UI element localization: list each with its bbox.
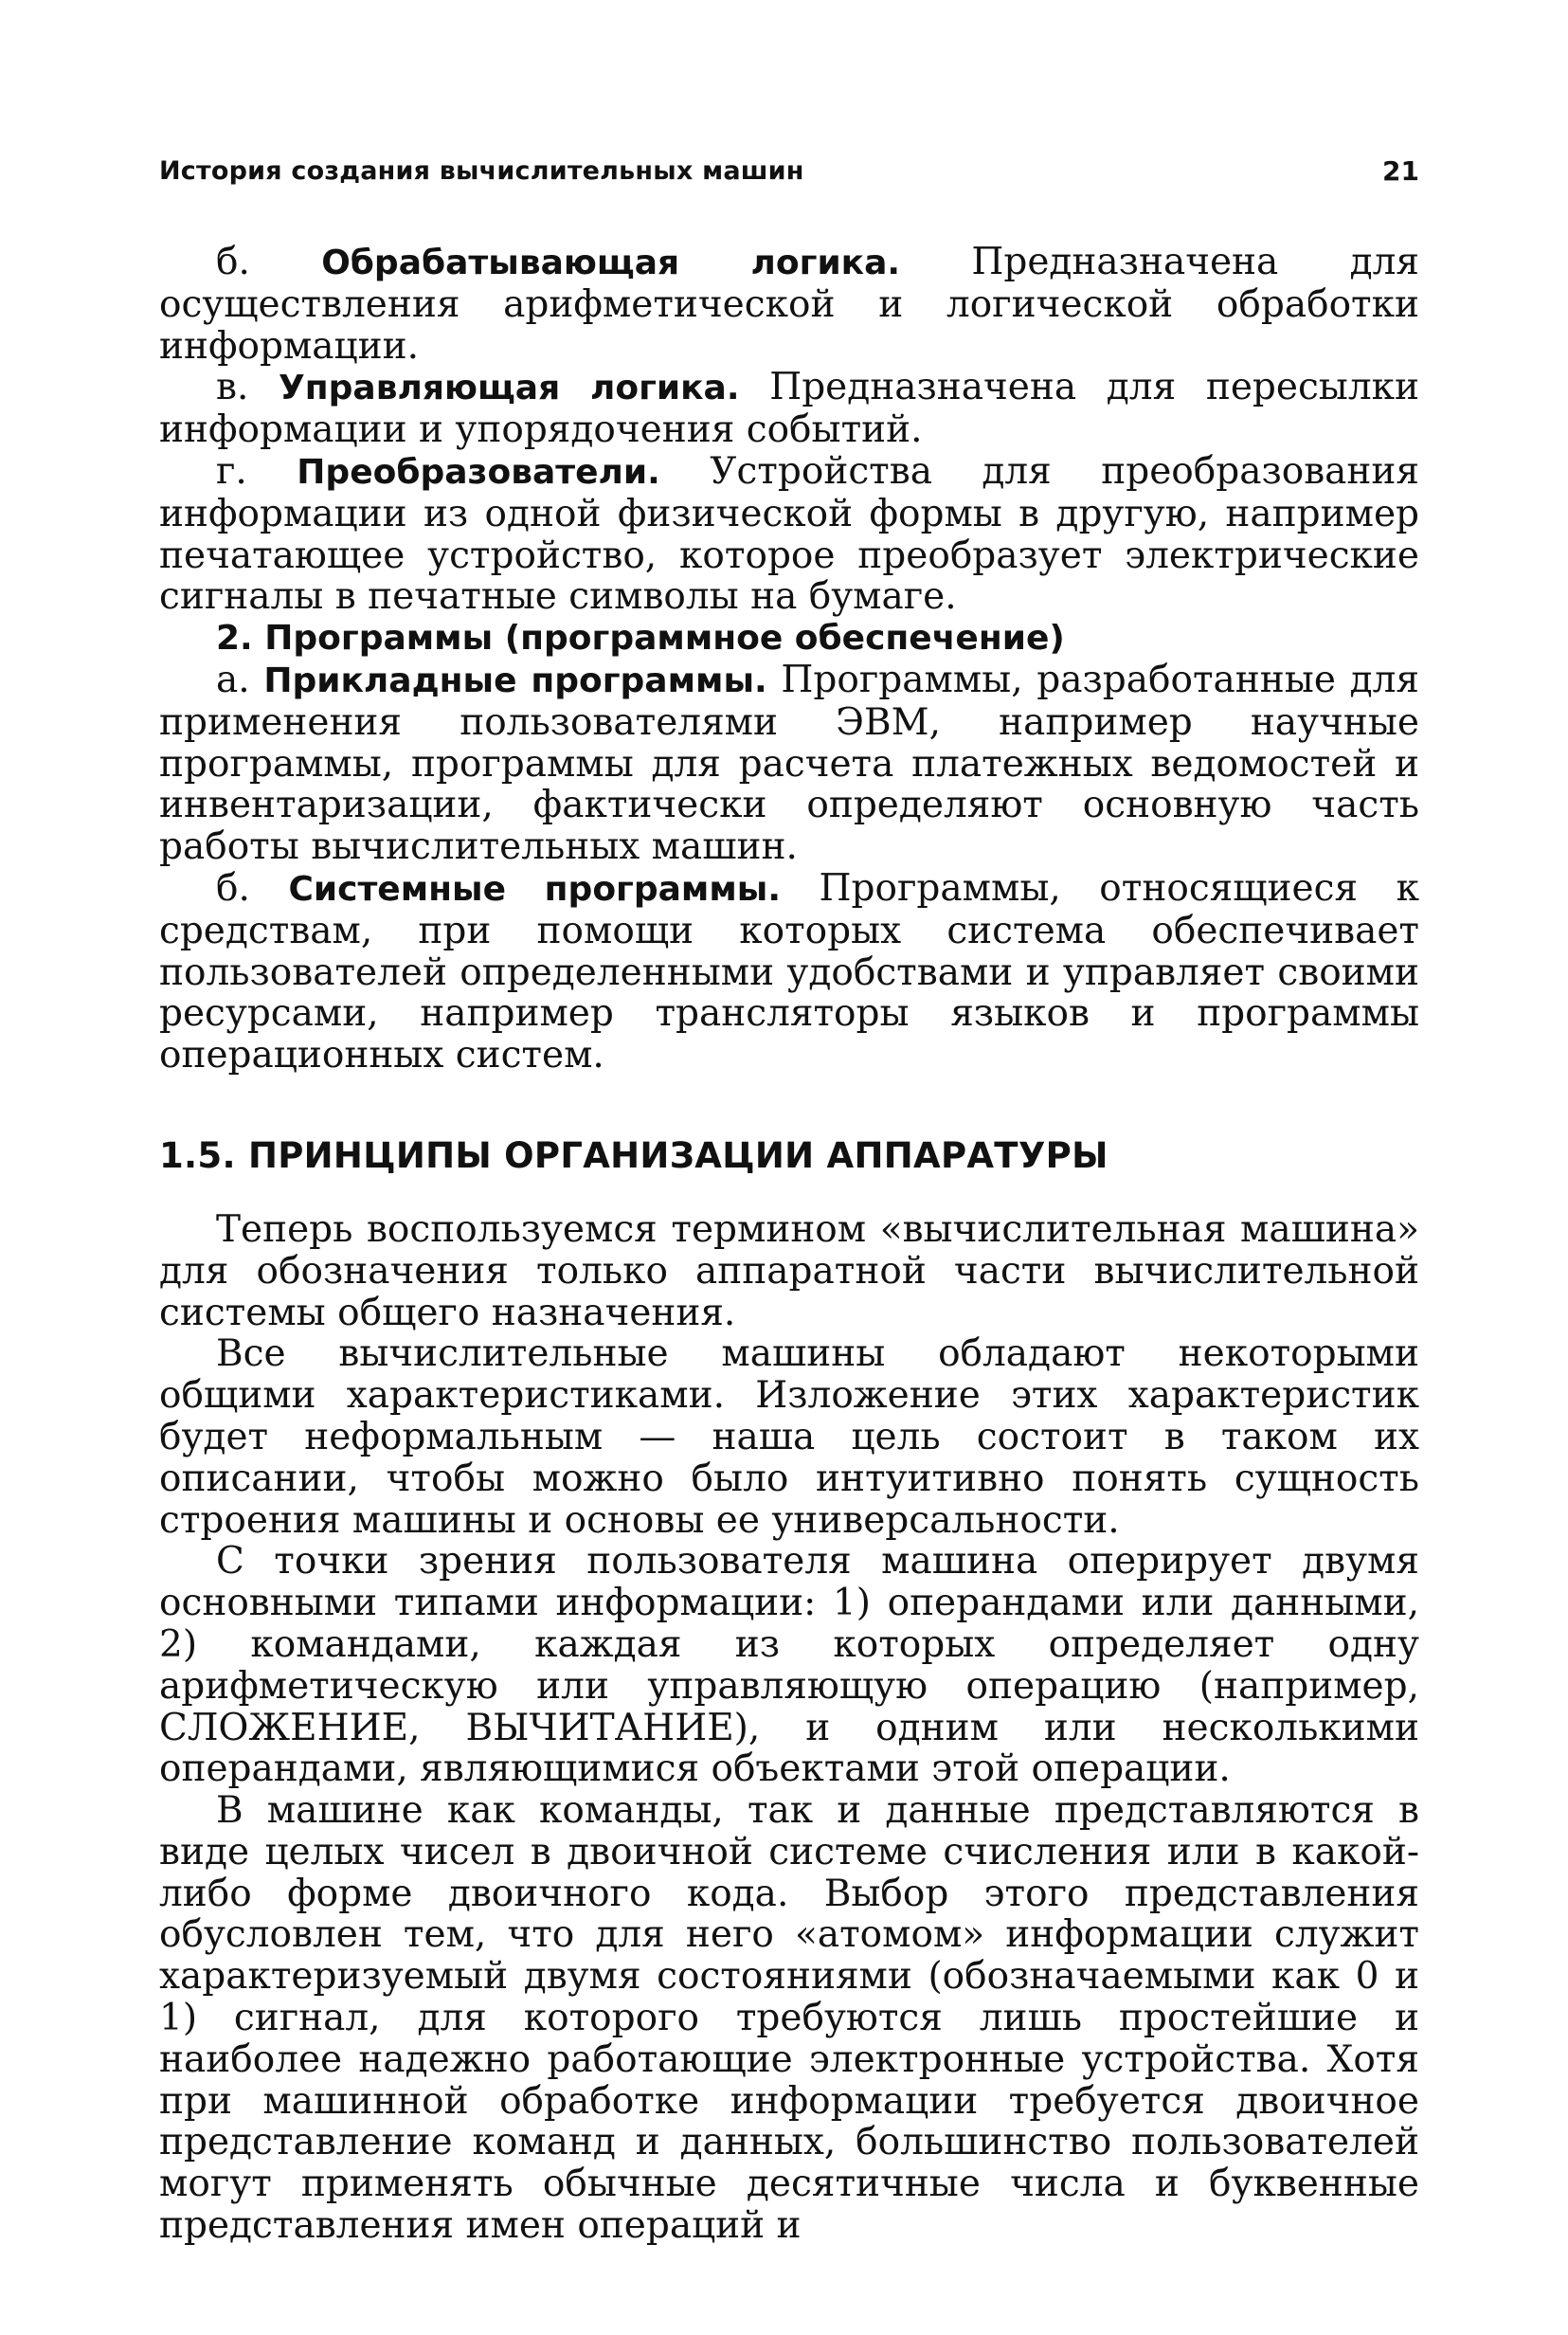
list-item-application-programs bbox=[159, 660, 1419, 868]
list-item-system-programs bbox=[159, 868, 1419, 1077]
running-title: История создания вычислительных машин bbox=[159, 156, 804, 186]
item-marker: а. bbox=[216, 658, 250, 701]
list-item-processing-logic bbox=[159, 242, 1419, 367]
item-marker: б. bbox=[216, 866, 250, 910]
item-title: Управляющая логика. bbox=[279, 369, 740, 408]
section-paragraph: Теперь воспользуемся термином «вычислительная машина» для обозначения только аппаратной части вычислительной системы общего назначения. bbox=[159, 1207, 1419, 1334]
section-paragraph: В машине как команды, так и данные представляются в виде целых чисел в двоичной системе счисления или в какой-либо форме двоичного кода. Выбор этого представления обусловлен тем, что для него «атомом» информации служит характеризуемый двумя состояниями (обозначаемыми как 0 и 1) сигнал, для которого требуются лишь простейшие и наиболее надежно работающие электронные устройства. Хотя при машинной обработке информации требуется двоичное представление команд и данных, большинство пользователей могут применять обычные десятичные числа и буквенные представления имен операций и bbox=[159, 1789, 1419, 2248]
section-title: 1.5. ПРИНЦИПЫ ОРГАНИЗАЦИИ АППАРАТУРЫ bbox=[159, 1134, 1108, 1176]
page-number: 21 bbox=[1382, 155, 1419, 187]
item-text: Предназначена для осуществления арифметической и логической обработки информации. bbox=[159, 241, 1419, 368]
item-marker: в. bbox=[216, 366, 249, 409]
page-header bbox=[159, 155, 1419, 203]
item-title: Обрабатывающая логика. bbox=[321, 244, 901, 282]
item-marker: г. bbox=[216, 449, 247, 493]
list-item-control-logic bbox=[159, 367, 1419, 451]
item-text: Программы, разработанные для применения пользователями ЭВМ, например научные программы, программы для расчета платежных ведомостей и инвентаризации, фактически определяют основную часть работы вычислительных машин. bbox=[159, 658, 1420, 869]
page-body bbox=[159, 242, 1419, 2247]
programs-heading: 2. Программы (программное обеспечение) bbox=[216, 619, 1065, 659]
item-title: Системные программы. bbox=[288, 869, 781, 909]
item-text: Предназначена для пересылки информации и упорядочения событий. bbox=[159, 366, 1419, 452]
section-paragraph: С точки зрения пользователя машина оперирует двумя основными типами информации: 1) операндами или данными, 2) командами, каждая из которых определяет одну арифметическую или управляющую операцию (например, СЛОЖЕНИЕ, ВЫЧИТАНИЕ), и одним или несколькими операндами, являющимися объектами этой операции. bbox=[159, 1540, 1419, 1791]
item-title: Преобразователи. bbox=[297, 452, 660, 492]
item-text: Программы, относящиеся к средствам, при помощи которых система обеспечивает пользователей определенными удобствами и управляет своими ресурсами, например трансляторы языков и программы операционных систем. bbox=[159, 866, 1419, 1077]
item-marker: б. bbox=[216, 241, 250, 283]
item-text: Устройства для преобразования информации из одной физической формы в другую, например печатающее устройство, которое преобразует электрические сигналы в печатные символы на бумаге. bbox=[159, 449, 1419, 619]
list-item-converters bbox=[159, 451, 1419, 618]
item-title: Прикладные программы. bbox=[263, 661, 767, 700]
section-paragraph: Все вычислительные машины обладают некоторыми общими характеристиками. Изложение этих характеристик будет неформальным — наша цель состоит в таком их описании, чтобы можно было интуитивно понять сущность строения машины и основы ее универсальности. bbox=[159, 1332, 1419, 1542]
